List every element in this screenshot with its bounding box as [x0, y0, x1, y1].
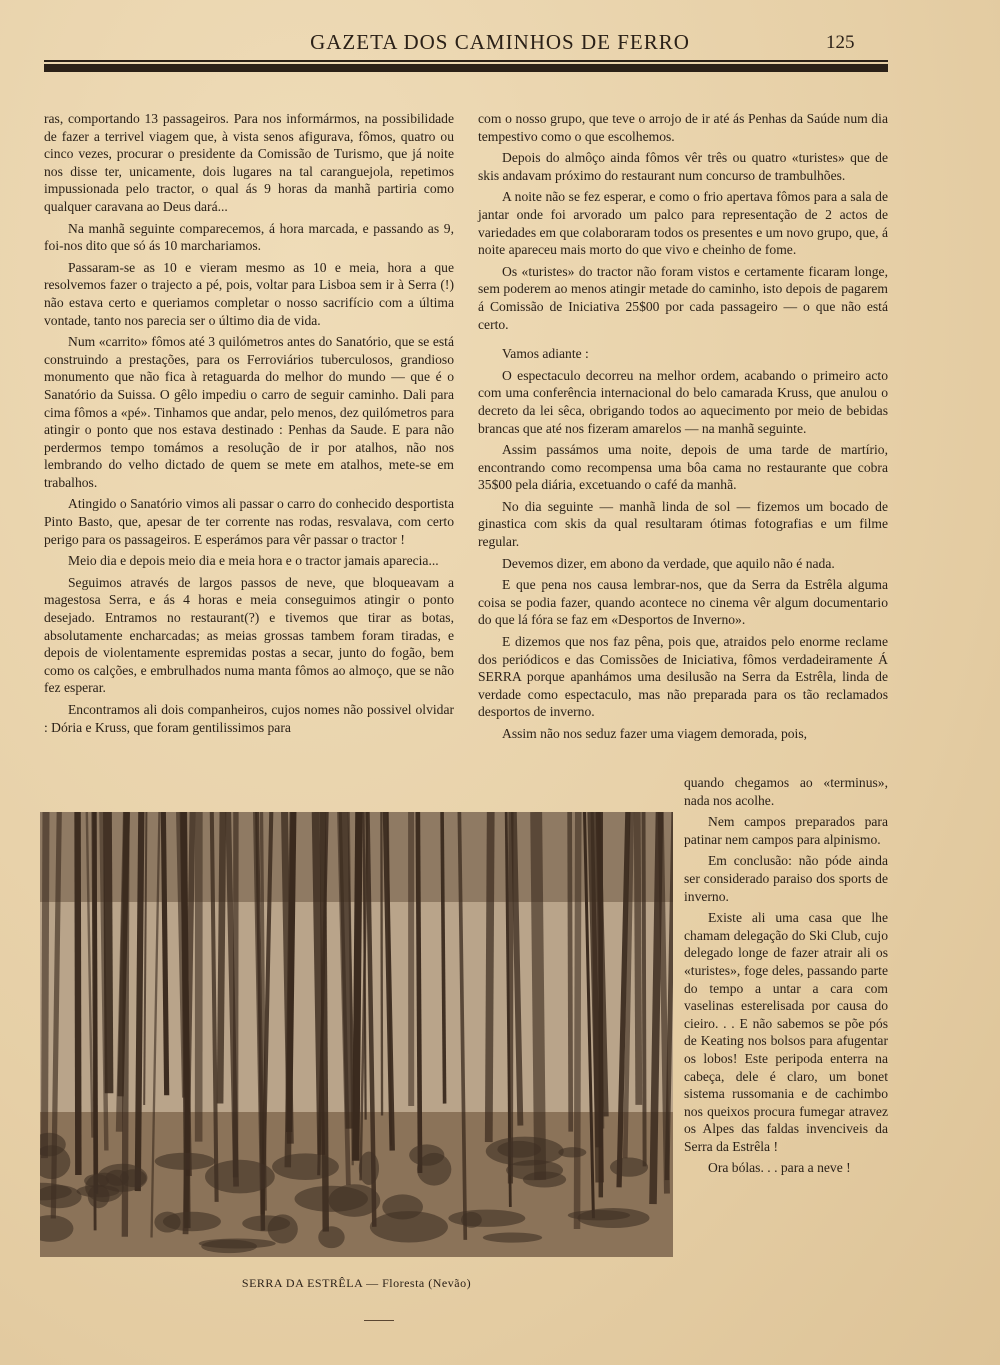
undergrowth: [199, 1238, 276, 1248]
tree-trunk: [107, 812, 109, 1093]
undergrowth: [610, 1158, 648, 1177]
undergrowth: [318, 1226, 344, 1248]
tree-trunk: [356, 812, 359, 1161]
tree-trunk: [442, 812, 445, 1104]
undergrowth: [272, 1153, 339, 1180]
paragraph: No dia seguinte — manhã linda de sol — fizemos um bocado de ginastica com skis da qual resultaram ótimas fotografias e um filme regular.: [478, 498, 888, 550]
paragraph: Ora bólas. . . para a neve !: [708, 1160, 851, 1176]
tree-trunk: [570, 812, 571, 1132]
tree-trunk: [644, 812, 645, 1166]
paragraph: Em conclusão: não póde ainda ser considerado paraiso dos sports de inverno.: [684, 853, 888, 904]
right-column: [478, 110, 888, 747]
paragraph: Seguimos através de largos passos de neve, que bloqueavam a magestosa Serra, e ás 4 horas e meia conseguimos atingir o ponto desejado. Entramos no restaurant(?) e tivemos que tirar as botas, absolutamente encharcadas; as meias grossas tambem foram tiradas, e depois de violentamente espremidas postas a secar, junto do fogão, bem como os calções, e embrulhados numa manta fômos ao almoço, que se não fez esperar.: [44, 574, 454, 696]
forest-illustration: [40, 812, 673, 1257]
tree-trunk: [381, 812, 382, 1115]
undergrowth: [568, 1210, 630, 1220]
paragraph: ras, comportando 13 passageiros. Para nos informármos, na possibilidade de fazer a terrivel viagem que, à vista senos afigurava, fômos, quatro ou cinco vezes, procurar o presidente da Comissão de Turismo, que já noite nos disse ter, unicamente, dois lugares na tal caranguejola, repetimos impussionada pelo tractor, o qual ás 9 horas da manhã partiria como qualquer caravana ao Deus dará...: [44, 111, 454, 214]
tree-trunk: [78, 812, 79, 1175]
undergrowth: [155, 1153, 215, 1170]
paragraph: A noite não se fez esperar, e como o frio apertava fômos para a sala de jantar onde foi arvorado um palco para representação de 2 actos de variedades em que colaboraram todos os presentes e um novo grupo, que, á noite apareceu mais morto do que vivo e cheinho de fome.: [478, 189, 888, 258]
tree-trunk: [418, 812, 420, 1173]
paragraph: Meio dia e depois meio dia e meia hora e o tractor jamais aparecia...: [68, 553, 439, 569]
tree-trunk: [536, 812, 540, 1180]
forest-photo: [40, 812, 673, 1257]
tree-trunk: [138, 812, 142, 1191]
page-number: 125: [826, 32, 855, 53]
paragraph: Atingido o Sanatório vimos ali passar o carro do conhecido desportista Pinto Basto, que, apesar de ter corrente nas rodas, resvalava, com certo perigo para os passageiros. E esperámos para vêr passar o tractor !: [44, 496, 454, 547]
undergrowth: [483, 1232, 542, 1242]
footer-mark: [364, 1320, 394, 1321]
paragraph: Encontramos ali dois companheiros, cujos nomes não possivel olvidar : Dória e Kruss, que foram gentilissimos para: [44, 702, 454, 735]
undergrowth: [205, 1160, 275, 1194]
masthead-title: GAZETA DOS CAMINHOS DE FERRO: [310, 30, 690, 54]
undergrowth: [163, 1212, 221, 1232]
paragraph: com o nosso grupo, que teve o arrojo de ir até ás Penhas da Saúde num dia tempestivo como o que escolhemos.: [478, 111, 888, 144]
paragraph: Depois do almôço ainda fômos vêr três ou quatro «turistes» que de skis andavam próximo do restaurant num concurso de trambulhões.: [478, 150, 888, 183]
undergrowth: [268, 1214, 298, 1243]
undergrowth: [97, 1164, 147, 1192]
paragraph: Nem campos preparados para patinar nem campos para alpinismo.: [684, 814, 888, 847]
undergrowth: [558, 1147, 586, 1157]
tree-trunk: [489, 812, 491, 1142]
narrow-column: [684, 774, 888, 1181]
paragraph: E que pena nos causa lembrar-nos, que da Serra da Estrêla alguma coisa se podia fazer, quando acontece no cinema vêr algum documentario do que lá fóra se faz em «Desportos de Inverno».: [478, 577, 888, 628]
photo-caption: SERRA DA ESTRÊLA — Floresta (Nevão): [241, 1276, 472, 1290]
undergrowth: [486, 1137, 564, 1166]
undergrowth: [523, 1172, 566, 1188]
paragraph: Passaram-se as 10 e vieram mesmo as 10 e meia, hora a que resolvemos fazer o trajecto a pé, pois, voltar para Lisboa sem ir à Serra (!) não estava certo e queriamos completar o nosso sacrifício com a última vontade, tanto nos parecia ser o último dia de vida.: [44, 259, 454, 328]
paragraph: Vamos adiante :: [502, 346, 589, 362]
tree-trunk: [577, 812, 578, 1229]
tree-trunk: [44, 812, 46, 1158]
paragraph: Assim passámos uma noite, depois de uma tarde de martírio, encontrando como recompensa uma bôa cama no restaurante que cobra 35$00 pela diária, excetuando o café da manhã.: [478, 442, 888, 493]
paragraph: Na manhã seguinte comparecemos, á hora marcada, e passando as 9, foi-nos dito que só ás 10 marchariamos.: [44, 220, 454, 254]
paragraph: Os «turistes» do tractor não foram vistos e certamente ficaram longe, sem poderem ao menos atingir metade do caminho, isto depois de pagarem á Comissão de Iniciativa 25$00 por cada passageiro — o que não está certo.: [478, 263, 888, 332]
tree-trunk: [637, 812, 639, 1105]
undergrowth: [359, 1152, 379, 1185]
paragraph: E dizemos que nos faz pêna, pois que, atraidos pelo enorme reclame dos periódicos e das Comissões de Iniciativa, fômos verdadeiramente Á SERRA porque apanhámos uma desilusão na Serra da Estrêla, linda de verdade como espectaculo, mas não preparada para os tão reclamados desportos de inverno.: [478, 634, 888, 720]
paragraph: Existe ali uma casa que lhe chamam delegação do Ski Club, cujo delegado longe de fazer atrair ali os «turistes», foge deles, passando parte do tempo a untar a cara com vaselinas esterelisada por causa do cieiro. . . E não sabemos se põe pós de Keating nos bolsos para afugentar os lobos! Este peripoda enterra na cabeça, dele é claro, um bonet sistema russomania e de cachimbo nos queixos procura fumegar atravez os Alpes das faldas invenciveis da Serra da Estrêla !: [684, 910, 888, 1154]
paragraph: O espectaculo decorreu na melhor ordem, acabando o primeiro acto com uma conferência internacional do belo camarada Kruss, que anulou o decreto da lei sêca, obrigando todos ao aquecimento por meio de bebidas brancas que até nos fizeram amarelos — na manhã seguinte.: [478, 367, 888, 436]
header-rule-thick: [44, 64, 888, 72]
tree-trunk: [95, 812, 96, 1193]
undergrowth: [370, 1211, 448, 1242]
undergrowth: [448, 1210, 525, 1227]
paragraph: Num «carrito» fômos até 3 quilómetros antes do Sanatório, que se está construindo a prestações, para os Ferroviários tuberculosos, grandioso monumento que não fica à retaguarda do melhor do mundo — que é o Sanatório da Suissa. O gêlo impediu o carro de seguir caminho. Dali para cima fômos a «pé». Tinhamos que andar, pelo menos, dez quilómetros para atingir o ponto que nos estava destinado : Penhas da Saude. E para não perdermos tempo tomámos a resolução de ir por atalhos, não nos lembrando do velho dictado de quem se mete em atalhos, mete-se em trabalhos.: [44, 334, 454, 490]
tree-trunk: [163, 812, 166, 1095]
tree-trunk: [220, 812, 223, 1103]
paragraph: Assim não nos seduz fazer uma viagem demorada, pois,: [502, 726, 808, 741]
paragraph: Devemos dizer, em abono da verdade, que aquilo não é nada.: [502, 555, 835, 571]
undergrowth: [409, 1144, 444, 1165]
undergrowth: [295, 1186, 368, 1212]
header-rule-thin: [44, 60, 888, 62]
paragraph: quando chegamos ao «terminus», nada nos acolhe.: [684, 775, 888, 808]
left-column: [44, 110, 454, 740]
